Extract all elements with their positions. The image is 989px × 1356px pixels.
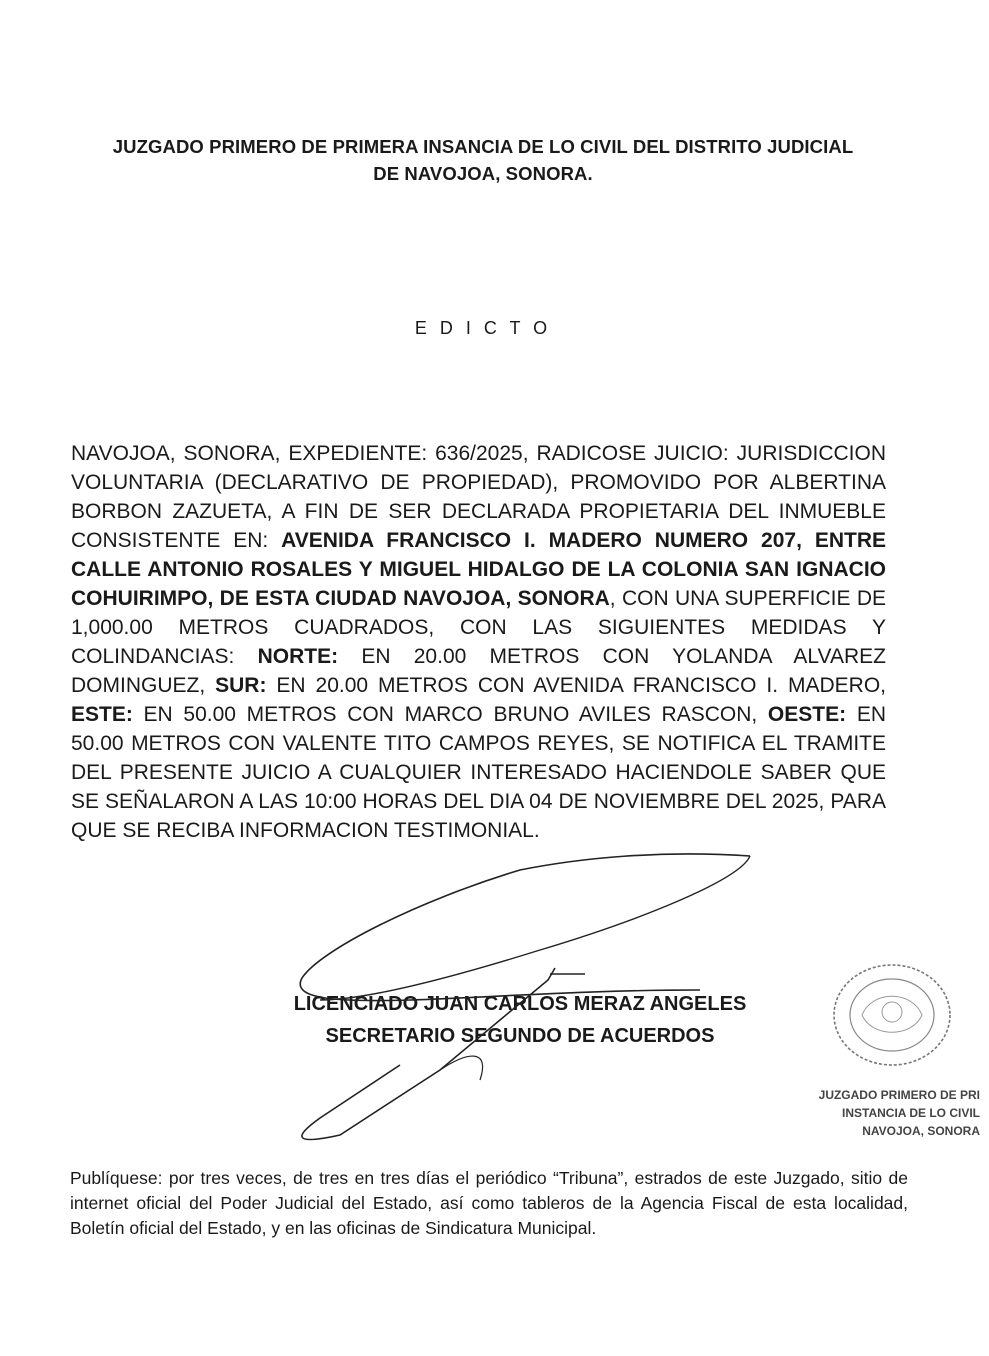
- document-title: E D I C T O: [414, 318, 552, 338]
- court-header-line-2: DE NAVOJOA, SONORA.: [373, 163, 593, 184]
- label-sur: SUR:: [215, 674, 267, 697]
- label-norte: NORTE:: [257, 645, 339, 668]
- body-text-5: EN 50.00 METROS CON MARCO BRUNO AVILES RASCON,: [132, 703, 768, 726]
- seal-caption: [780, 1086, 980, 1140]
- seal-caption-line-3: NAVOJOA, SONORA: [862, 1124, 980, 1138]
- label-oeste: OESTE:: [767, 703, 847, 726]
- handwritten-signature: [280, 850, 760, 1150]
- seal-caption-line-2: INSTANCIA DE LO CIVIL: [842, 1106, 980, 1120]
- body-text-3: EN 20.00 METROS CON YOLANDA ALVAREZ DOMINGUEZ,: [71, 645, 887, 697]
- court-seal: [822, 960, 962, 1070]
- signer-name: LICENCIADO JUAN CARLOS MERAZ ANGELES: [293, 993, 747, 1015]
- court-header-line-1: JUZGADO PRIMERO DE PRIMERA INSANCIA DE LO CIVIL DEL DISTRITO JUDICIAL: [112, 136, 854, 157]
- property-address: AVENIDA FRANCISCO I. MADERO NUMERO 207, ENTRE CALLE ANTONIO ROSALES Y MIGUEL HIDALGO DE LA COLONIA SAN IGNACIO COHUIRIMPO, DE ESTA CIUDAD NAVOJOA, SONORA: [71, 529, 886, 610]
- body-text-6: EN 50.00 METROS CON VALENTE TITO CAMPOS REYES, SE NOTIFICA EL TRAMITE DEL PRESENTE JUICIO A CUALQUIER INTERESADO HACIENDOLE SABER QUE SE SEÑALARON A LAS 10:00 HORAS DEL DIA 04 DE NOVIEMBRE DEL 2025, PARA QUE SE RECIBA INFORMACION TESTIMONIAL.: [71, 703, 886, 842]
- body-text-1: NAVOJOA, SONORA, EXPEDIENTE: 636/2025, RADICOSE JUICIO: JURISDICCION VOLUNTARIA (DECLARATIVO DE PROPIEDAD), PROMOVIDO POR ALBERTINA BORBON ZAZUETA, A FIN DE SER DECLARADA PROPIETARIA DEL INMUEBLE CONSISTENTE EN:: [71, 442, 886, 552]
- seal-caption-line-1: JUZGADO PRIMERO DE PRI: [818, 1088, 980, 1102]
- signer-position: SECRETARIO SEGUNDO DE ACUERDOS: [325, 1025, 715, 1047]
- edict-body: [71, 439, 886, 845]
- body-text-4: EN 20.00 METROS CON AVENIDA FRANCISCO I. MADERO,: [266, 674, 886, 697]
- label-este: ESTE:: [71, 703, 133, 726]
- court-header: [60, 133, 906, 187]
- publication-note: Publíquese: por tres veces, de tres en tres días el periódico “Tribuna”, estrados de este Juzgado, sitio de internet oficial del Poder Judicial del Estado, así como tableros de la Agencia Fiscal de esta localidad, Boletín oficial del Estado, y en las oficinas de Sindicatura Municipal.: [70, 1168, 908, 1238]
- body-text-2: , CON UNA SUPERFICIE DE 1,000.00 METROS CUADRADOS, CON LAS SIGUIENTES MEDIDAS Y COLINDANCIAS:: [71, 587, 886, 668]
